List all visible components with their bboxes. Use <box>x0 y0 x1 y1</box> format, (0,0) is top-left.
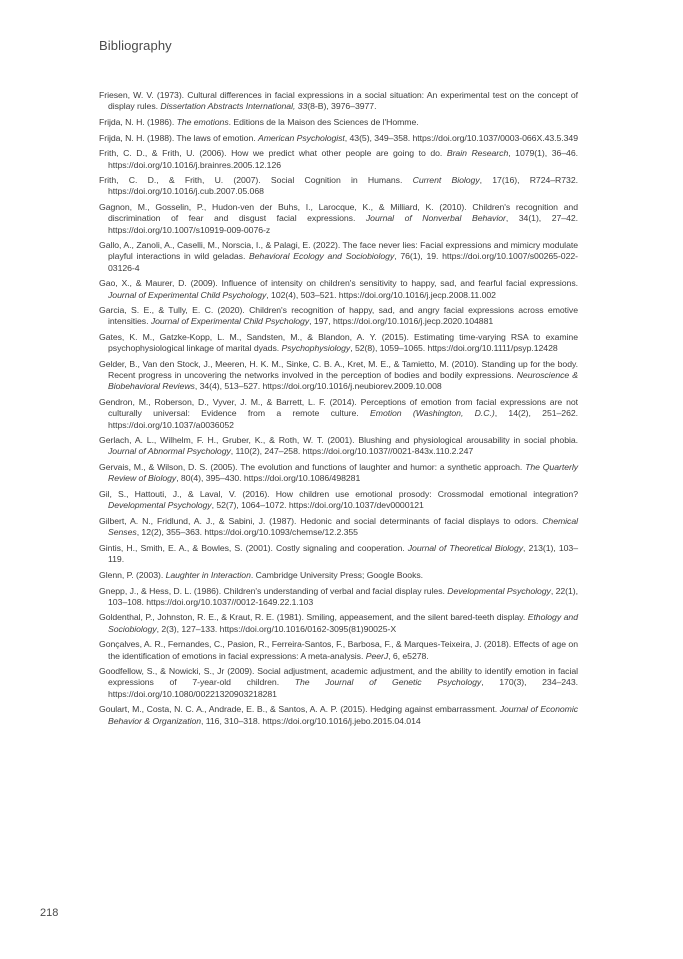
reference-text: , 213(1), 103–119. <box>108 542 578 565</box>
reference-entry <box>99 90 578 112</box>
reference-source-title: Journal of Experimental Child Psychology <box>150 316 310 327</box>
reference-text: Goodfellow, S., & Nowicki, S., Jr (2009). Social adjustment, academic adjustment, and the ability to identify emotion in facial expressions of 7-year-old children. <box>99 666 578 688</box>
reference-text: Gendron, M., Roberson, D., Vyver, J. M., & Barrett, L. F. (2014). Perceptions of emotion from facial expressions are not culturally universal: Evidence from a remote culture. <box>99 397 578 419</box>
reference-source-title: Laughter in Interaction <box>165 569 251 580</box>
reference-text: , 14(2), 251–262. https://doi.org/10.1037/a0036052 <box>108 408 578 430</box>
reference-entry <box>99 586 578 608</box>
reference-text: Frith, C. D., & Frith, U. (2007). Social Cognition in Humans. <box>99 175 413 186</box>
reference-text: Gnepp, J., & Hess, D. L. (1986). Children's understanding of verbal and facial display rules. <box>99 585 448 596</box>
reference-text: , 34(4), 513–527. https://doi.org/10.1016/j.neubiorev.2009.10.008 <box>194 381 442 392</box>
reference-text: , 6, e5278. <box>388 650 429 661</box>
reference-text: , 1079(1), 36–46. https://doi.org/10.1016/j.brainres.2005.12.126 <box>108 148 578 170</box>
reference-entry <box>99 462 578 484</box>
reference-entry <box>99 543 578 565</box>
reference-entry <box>99 117 578 128</box>
reference-source-title: Neuroscience & Biobehavioral Reviews <box>108 370 578 392</box>
reference-entry <box>99 639 578 661</box>
reference-text: , 116, 310–318. https://doi.org/10.1016/j.jebo.2015.04.014 <box>201 715 421 726</box>
reference-text: Gil, S., Hattouti, J., & Laval, V. (2016). How children use emotional prosody: Crossmodal emotional integration? <box>99 489 578 500</box>
reference-source-title: Journal of Experimental Child Psychology <box>108 289 267 300</box>
reference-source-title: Behavioral Ecology and Sociobiology <box>249 251 395 262</box>
running-header: Bibliography <box>99 38 172 53</box>
reference-text: Frith, C. D., & Frith, U. (2006). How we predict what other people are going to do. <box>99 148 447 159</box>
reference-source-title: Developmental Psychology <box>447 585 551 596</box>
reference-text: Goldenthal, P., Johnston, R. E., & Kraut, R. E. (1981). Smiling, appeasement, and the silent bared-teeth display. <box>99 612 528 623</box>
reference-entry <box>99 704 578 726</box>
page-number: 218 <box>40 907 59 919</box>
reference-text: , 2(3), 127–133. https://doi.org/10.1016/0162-3095(81)90025-X <box>156 623 397 634</box>
reference-entry <box>99 148 578 170</box>
reference-source-title: Ethology and Sociobiology <box>108 612 578 634</box>
reference-entry <box>99 202 578 236</box>
reference-source-title: Developmental Psychology <box>108 500 212 511</box>
reference-text: Gallo, A., Zanoli, A., Caselli, M., Norscia, I., & Palagi, E. (2022). The face never lies: Facial expressions and mimicry modulate playful interactions in wild geladas. <box>99 240 578 262</box>
reference-text: Gagnon, M., Gosselin, P., Hudon-ven der Buhs, I., Larocque, K., & Milliard, K. (2010). Children's recognition and discrimination of fear and disgust facial expressions. <box>99 202 578 224</box>
reference-text: , 34(1), 27–42. https://doi.org/10.1007/s10919-009-0076-z <box>108 213 578 235</box>
reference-source-title: The Journal of Genetic Psychology <box>294 677 482 688</box>
reference-entry <box>99 359 578 393</box>
reference-source-title: Brain Research <box>446 148 509 159</box>
reference-text: , 22(1), 103–108. https://doi.org/10.1037//0012-1649.22.1.103 <box>108 585 578 607</box>
reference-entry <box>99 516 578 538</box>
reference-text: Gonçalves, A. R., Fernandes, C., Pasion, R., Ferreira-Santos, F., Barbosa, F., & Marques-Teixeira, J. (2018). Effects of age on the identification of emotions in facial expressions: A meta-analysis. <box>99 639 578 661</box>
reference-text: Garcia, S. E., & Tully, E. C. (2020). Children's recognition of happy, sad, and angry facial expressions across emotive intensities. <box>99 305 578 327</box>
reference-text: Gintis, H., Smith, E. A., & Bowles, S. (2001). Costly signaling and cooperation. <box>99 542 408 553</box>
reference-entry <box>99 332 578 354</box>
reference-entry <box>99 278 578 300</box>
reference-text: , 80(4), 395–430. https://doi.org/10.1086/498281 <box>176 473 361 484</box>
reference-list <box>99 90 578 731</box>
reference-text: . Editions de la Maison des Sciences de l'Homme. <box>228 116 419 127</box>
reference-source-title: Dissertation Abstracts International, 33 <box>160 101 308 112</box>
reference-text: Gates, K. M., Gatzke-Kopp, L. M., Sandsten, M., & Blandon, A. Y. (2015). Estimating time-varying RSA to examine psychophysiological linkage of marital dyads. <box>99 332 578 354</box>
reference-text: . Cambridge University Press; Google Books. <box>250 569 424 580</box>
reference-entry <box>99 175 578 197</box>
reference-text: Gelder, B., Van den Stock, J., Meeren, H. K. M., Sinke, C. B. A., Kret, M. E., & Tamietto, M. (2010). Standing up for the body. Recent progress in uncovering the networks involved in the perception of bodies and bodily expressions. <box>99 359 578 381</box>
reference-text: , 12(2), 355–363. https://doi.org/10.1093/chemse/12.2.355 <box>136 527 358 538</box>
reference-entry <box>99 570 578 581</box>
reference-text: Goulart, M., Costa, N. C. A., Andrade, E. B., & Santos, A. A. P. (2015). Hedging against embarrassment. <box>99 704 500 715</box>
reference-source-title: The Quarterly Review of Biology <box>108 462 578 484</box>
reference-entry <box>99 240 578 274</box>
reference-entry <box>99 489 578 511</box>
reference-source-title: Current Biology <box>412 175 480 186</box>
reference-text: (8-B), 3976–3977. <box>307 101 377 112</box>
reference-entry <box>99 666 578 700</box>
reference-source-title: Journal of Theoretical Biology <box>407 542 524 553</box>
reference-text: , 76(1), 19. https://doi.org/10.1007/s00265-022-03126-4 <box>108 251 578 273</box>
reference-text: Friesen, W. V. (1973). Cultural differences in facial expressions in a social situation: An experimental test on the concept of display rules. <box>99 90 578 112</box>
reference-source-title: Journal of Economic Behavior & Organization <box>108 704 578 726</box>
reference-text: , 43(5), 349–358. https://doi.org/10.1037/0003-066X.43.5.349 <box>344 132 578 143</box>
reference-text: , 102(4), 503–521. https://doi.org/10.1016/j.jecp.2008.11.002 <box>266 289 496 300</box>
reference-text: , 170(3), 234–243. https://doi.org/10.1080/00221320903218281 <box>108 677 578 699</box>
reference-source-title: The emotions <box>176 116 229 127</box>
reference-text: Gao, X., & Maurer, D. (2009). Influence of intensity on children's sensitivity to happy, sad, and fearful facial expressions. <box>99 278 578 289</box>
reference-source-title: Journal of Abnormal Psychology <box>108 446 231 457</box>
reference-source-title: Emotion (Washington, D.C.) <box>370 408 495 419</box>
reference-text: Gilbert, A. N., Fridlund, A. J., & Sabini, J. (1987). Hedonic and social determinants of facial displays to odors. <box>99 516 543 526</box>
reference-source-title: Psychophysiology <box>281 343 351 354</box>
reference-text: , 110(2), 247–258. https://doi.org/10.1037//0021-843x.110.2.247 <box>230 446 474 457</box>
reference-entry <box>99 305 578 327</box>
reference-source-title: Chemical Senses <box>108 516 578 538</box>
reference-text: Glenn, P. (2003). <box>99 569 166 580</box>
reference-text: , 52(8), 1059–1065. https://doi.org/10.1111/psyp.12428 <box>350 343 558 354</box>
reference-entry <box>99 612 578 634</box>
reference-text: Gervais, M., & Wilson, D. S. (2005). The evolution and functions of laughter and humor: a synthetic approach. <box>99 462 526 473</box>
reference-text: , 52(7), 1064–1072. https://doi.org/10.1037/dev0000121 <box>211 500 424 511</box>
reference-source-title: Journal of Nonverbal Behavior <box>365 213 506 224</box>
reference-text: Frijda, N. H. (1988). The laws of emotion. <box>99 132 258 143</box>
reference-source-title: PeerJ <box>365 650 389 661</box>
reference-entry <box>99 397 578 431</box>
reference-entry <box>99 133 578 144</box>
reference-entry <box>99 435 578 457</box>
reference-source-title: American Psychologist <box>257 132 345 143</box>
reference-text: , 17(16), R724–R732. https://doi.org/10.1016/j.cub.2007.05.068 <box>108 175 578 197</box>
reference-text: Gerlach, A. L., Wilhelm, F. H., Gruber, K., & Roth, W. T. (2001). Blushing and physiological arousability in social phobia. <box>99 435 578 446</box>
reference-text: Frijda, N. H. (1986). <box>99 116 177 127</box>
reference-text: , 197, https://doi.org/10.1016/j.jecp.2020.104881 <box>309 316 494 327</box>
